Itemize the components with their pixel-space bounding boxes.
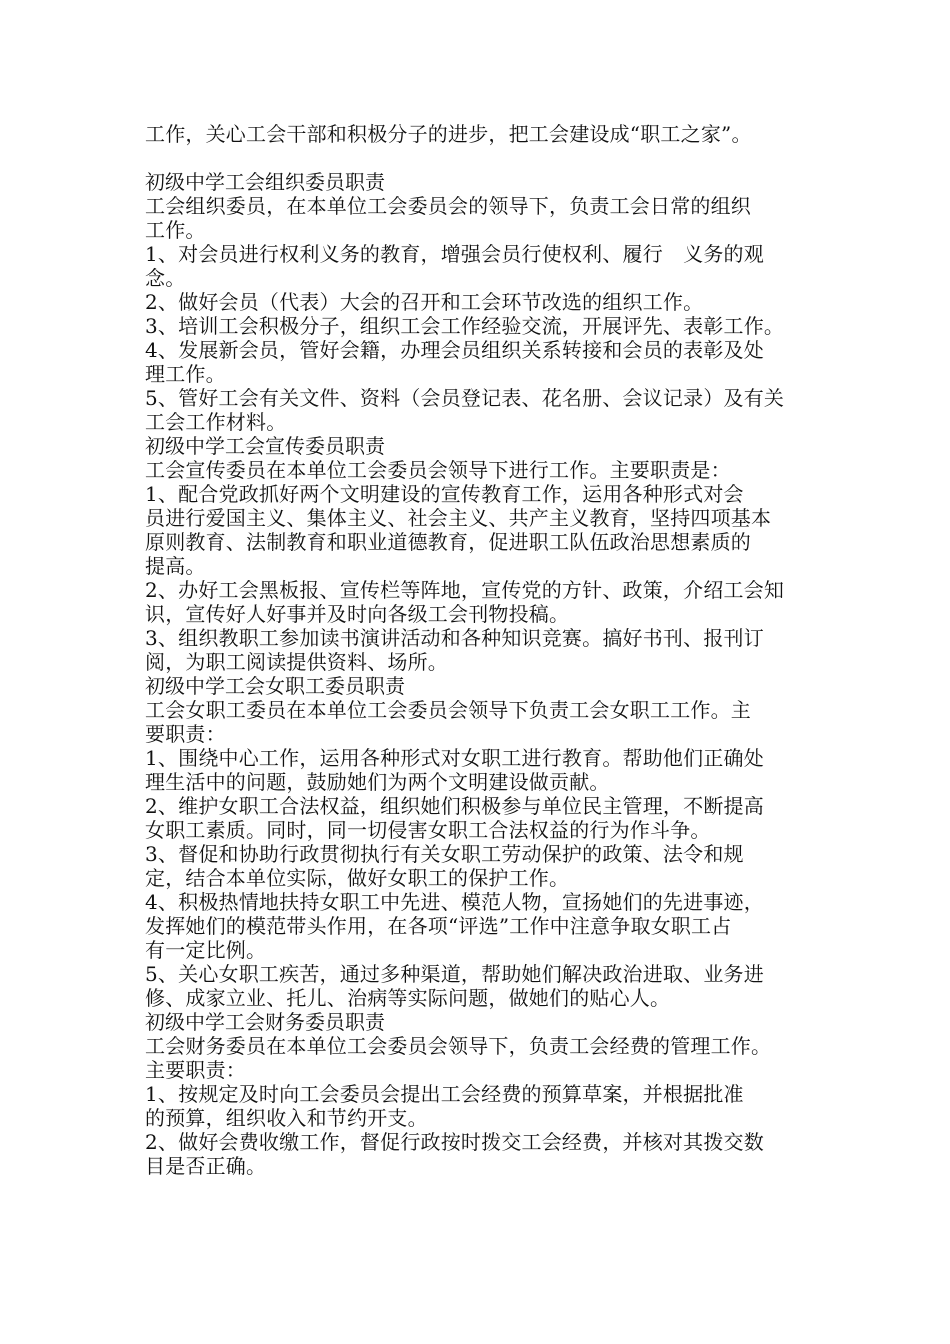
body-line: 5、管好工会有关文件、资料（会员登记表、花名册、会议记录）及有关 [145, 386, 785, 410]
body-line: 发挥她们的模范带头作用，在各项“评选”工作中注意争取女职工占 [145, 914, 732, 938]
body-line: 4、积极热情地扶持女职工中先进、模范人物，宣扬她们的先进事迹， [145, 890, 764, 914]
body-line: 修、成家立业、托儿、治病等实际问题，做她们的贴心人。 [145, 986, 671, 1010]
body-line: 念。 [145, 266, 186, 290]
section-organization [145, 170, 825, 434]
body-line: 的预算，组织收入和节约开支。 [145, 1106, 428, 1130]
document-page [145, 122, 825, 1178]
body-line: 原则教育、法制教育和职业道德教育，促进职工队伍政治思想素质的 [145, 530, 751, 554]
body-line: 定，结合本单位实际，做好女职工的保护工作。 [145, 866, 570, 890]
body-line: 1、围绕中心工作，运用各种形式对女职工进行教育。帮助他们正确处 [145, 746, 764, 770]
section-heading: 初级中学工会组织委员职责 [145, 170, 385, 194]
body-line: 目是否正确。 [145, 1154, 267, 1178]
body-line: 主要职责： [145, 1058, 246, 1082]
body-line: 3、组织教职工参加读书演讲活动和各种知识竞赛。搞好书刊、报刊订 [145, 626, 764, 650]
body-line: 3、督促和协助行政贯彻执行有关女职工劳动保护的政策、法令和规 [145, 842, 744, 866]
body-line: 1、配合党政抓好两个文明建设的宣传教育工作，运用各种形式对会 [145, 482, 744, 506]
body-line: 2、做好会员（代表）大会的召开和工会环节改选的组织工作。 [145, 290, 704, 314]
body-line: 工会财务委员在本单位工会委员会领导下，负责工会经费的管理工作。 [145, 1034, 772, 1058]
section-heading: 初级中学工会女职工委员职责 [145, 674, 405, 698]
body-line: 工作。 [145, 218, 206, 242]
body-line: 1、按规定及时向工会委员会提出工会经费的预算草案，并根据批准 [145, 1082, 744, 1106]
body-line: 工会组织委员，在本单位工会委员会的领导下，负责工会日常的组织 [145, 194, 751, 218]
section-finance [145, 1010, 825, 1178]
body-line: 有一定比例。 [145, 938, 267, 962]
body-line: 工会工作材料。 [145, 410, 287, 434]
body-line: 女职工素质。同时，同一切侵害女职工合法权益的行为作斗争。 [145, 818, 711, 842]
body-line: 要职责： [145, 722, 226, 746]
body-line: 理工作。 [145, 362, 226, 386]
body-line: 员进行爱国主义、集体主义、社会主义、共产主义教育，坚持四项基本 [145, 506, 772, 530]
body-line: 工会宣传委员在本单位工会委员会领导下进行工作。主要职责是： [145, 458, 731, 482]
body-line: 理生活中的问题，鼓励她们为两个文明建设做贡献。 [145, 770, 610, 794]
body-line: 提高。 [145, 554, 206, 578]
body-line: 工会女职工委员在本单位工会委员会领导下负责工会女职工工作。主 [145, 698, 751, 722]
intro-tail-line: 工作，关心工会干部和积极分子的进步，把工会建设成“职工之家”。 [145, 122, 752, 146]
body-line: 2、做好会费收缴工作，督促行政按时拨交工会经费，并核对其拨交数 [145, 1130, 764, 1154]
body-line: 1、对会员进行权利义务的教育，增强会员行使权利、履行 义务的观 [145, 242, 764, 266]
body-line: 5、关心女职工疾苦，通过多种渠道，帮助她们解决政治进取、业务进 [145, 962, 764, 986]
section-publicity [145, 434, 825, 674]
body-line: 识，宣传好人好事并及时向各级工会刊物投稿。 [145, 602, 570, 626]
body-line: 4、发展新会员，管好会籍，办理会员组织关系转接和会员的表彰及处 [145, 338, 764, 362]
section-women-workers [145, 674, 825, 1010]
body-line: 2、维护女职工合法权益，组织她们积极参与单位民主管理，不断提高 [145, 794, 764, 818]
body-line: 3、培训工会积极分子，组织工会工作经验交流，开展评先、表彰工作。 [145, 314, 785, 338]
blank-line [145, 146, 825, 170]
body-line: 2、办好工会黑板报、宣传栏等阵地，宣传党的方针、政策，介绍工会知 [145, 578, 785, 602]
section-heading: 初级中学工会宣传委员职责 [145, 434, 385, 458]
section-heading: 初级中学工会财务委员职责 [145, 1010, 385, 1034]
body-line: 阅，为职工阅读提供资料、场所。 [145, 650, 448, 674]
